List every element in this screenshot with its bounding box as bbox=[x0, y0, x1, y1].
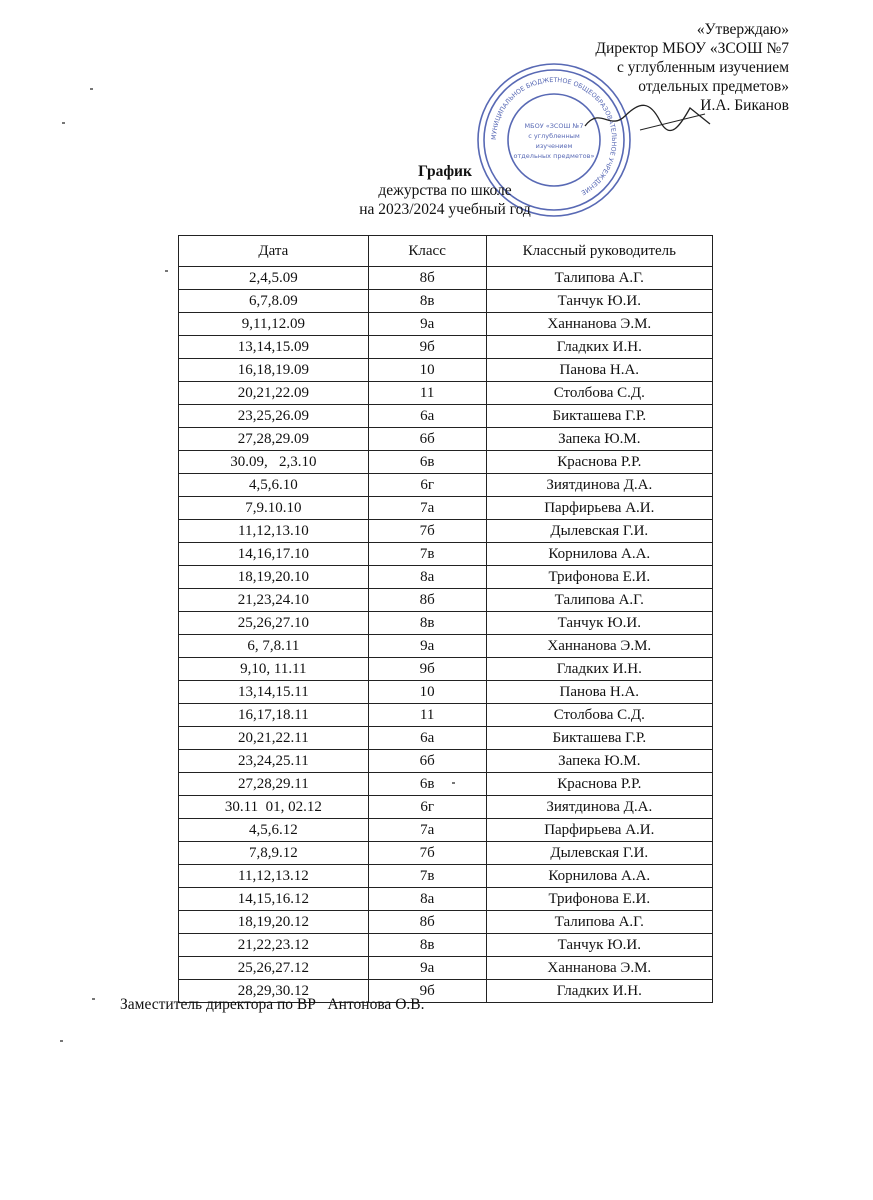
header-teacher: Классный руководитель bbox=[486, 236, 712, 267]
cell-date: 7,9.10.10 bbox=[179, 497, 369, 520]
table-row bbox=[179, 612, 713, 635]
cell-teacher: Гладких И.Н. bbox=[486, 658, 712, 681]
cell-teacher: Талипова А.Г. bbox=[486, 911, 712, 934]
scan-speck bbox=[92, 998, 95, 1000]
cell-class: 7а bbox=[368, 497, 486, 520]
cell-class: 7в bbox=[368, 543, 486, 566]
cell-teacher: Запека Ю.М. bbox=[486, 428, 712, 451]
cell-date: 16,17,18.11 bbox=[179, 704, 369, 727]
cell-date: 4,5,6.12 bbox=[179, 819, 369, 842]
director-name: И.А. Биканов bbox=[700, 97, 789, 114]
header-date: Дата bbox=[179, 236, 369, 267]
cell-class: 6б bbox=[368, 428, 486, 451]
cell-date: 9,11,12.09 bbox=[179, 313, 369, 336]
table-row bbox=[179, 681, 713, 704]
svg-text:отдельных предметов»: отдельных предметов» bbox=[513, 152, 595, 160]
table-row bbox=[179, 543, 713, 566]
scan-speck bbox=[452, 782, 455, 784]
svg-text:изучением: изучением bbox=[535, 142, 573, 150]
table-row bbox=[179, 865, 713, 888]
cell-date: 28,29,30.12 bbox=[179, 980, 369, 1003]
table-row bbox=[179, 658, 713, 681]
cell-teacher: Панова Н.А. bbox=[486, 681, 712, 704]
cell-date: 13,14,15.11 bbox=[179, 681, 369, 704]
cell-teacher: Краснова Р.Р. bbox=[486, 451, 712, 474]
cell-date: 23,24,25.11 bbox=[179, 750, 369, 773]
cell-class: 7б bbox=[368, 520, 486, 543]
cell-class: 9а bbox=[368, 313, 486, 336]
cell-class: 8а bbox=[368, 566, 486, 589]
table-row bbox=[179, 957, 713, 980]
cell-date: 21,23,24.10 bbox=[179, 589, 369, 612]
cell-teacher: Корнилова А.А. bbox=[486, 543, 712, 566]
approval-line: «Утверждаю» bbox=[696, 21, 789, 38]
cell-class: 6в bbox=[368, 451, 486, 474]
approval-line: отдельных предметов» bbox=[638, 78, 789, 95]
cell-teacher: Запека Ю.М. bbox=[486, 750, 712, 773]
table-row bbox=[179, 589, 713, 612]
cell-teacher: Дылевская Г.И. bbox=[486, 520, 712, 543]
cell-date: 14,16,17.10 bbox=[179, 543, 369, 566]
signatory bbox=[120, 996, 424, 1014]
cell-date: 4,5,6.10 bbox=[179, 474, 369, 497]
cell-teacher: Ханнанова Э.М. bbox=[486, 313, 712, 336]
cell-teacher: Танчук Ю.И. bbox=[486, 934, 712, 957]
cell-date: 20,21,22.11 bbox=[179, 727, 369, 750]
cell-class: 9б bbox=[368, 980, 486, 1003]
cell-class: 9б bbox=[368, 336, 486, 359]
cell-date: 14,15,16.12 bbox=[179, 888, 369, 911]
cell-teacher: Парфирьева А.И. bbox=[486, 497, 712, 520]
cell-class: 6г bbox=[368, 796, 486, 819]
cell-date: 23,25,26.09 bbox=[179, 405, 369, 428]
title-subtitle: дежурства по школе bbox=[378, 182, 512, 199]
cell-date: 7,8,9.12 bbox=[179, 842, 369, 865]
stamp-outer-text: МУНИЦИПАЛЬНОЕ БЮДЖЕТНОЕ ОБЩЕОБРАЗОВАТЕЛЬНОЕ УЧРЕЖДЕНИЕ bbox=[489, 75, 619, 197]
cell-date: 11,12,13.10 bbox=[179, 520, 369, 543]
cell-date: 20,21,22.09 bbox=[179, 382, 369, 405]
cell-class: 6а bbox=[368, 405, 486, 428]
cell-class: 11 bbox=[368, 382, 486, 405]
cell-teacher: Зиятдинова Д.А. bbox=[486, 796, 712, 819]
svg-text:с углубленным: с углубленным bbox=[528, 132, 580, 140]
signatory-role: Заместитель директора по ВР bbox=[120, 996, 316, 1013]
cell-class: 9а bbox=[368, 957, 486, 980]
table-row bbox=[179, 497, 713, 520]
cell-teacher: Талипова А.Г. bbox=[486, 589, 712, 612]
cell-class: 8б bbox=[368, 589, 486, 612]
cell-teacher: Зиятдинова Д.А. bbox=[486, 474, 712, 497]
cell-class: 6г bbox=[368, 474, 486, 497]
cell-date: 27,28,29.09 bbox=[179, 428, 369, 451]
scan-speck bbox=[62, 122, 65, 124]
table-row bbox=[179, 888, 713, 911]
table-row bbox=[179, 382, 713, 405]
cell-teacher: Бикташева Г.Р. bbox=[486, 405, 712, 428]
table-row bbox=[179, 474, 713, 497]
cell-date: 30.11 01, 02.12 bbox=[179, 796, 369, 819]
cell-class: 8б bbox=[368, 911, 486, 934]
table-row bbox=[179, 796, 713, 819]
table-header-row bbox=[179, 236, 713, 267]
cell-class: 7б bbox=[368, 842, 486, 865]
cell-date: 6,7,8.09 bbox=[179, 290, 369, 313]
table-row bbox=[179, 267, 713, 290]
header-class: Класс bbox=[368, 236, 486, 267]
cell-teacher: Танчук Ю.И. bbox=[486, 612, 712, 635]
cell-class: 8а bbox=[368, 888, 486, 911]
cell-class: 6в bbox=[368, 773, 486, 796]
cell-teacher: Гладких И.Н. bbox=[486, 980, 712, 1003]
table-row bbox=[179, 451, 713, 474]
cell-class: 8в bbox=[368, 934, 486, 957]
cell-teacher: Гладких И.Н. bbox=[486, 336, 712, 359]
table-row bbox=[179, 405, 713, 428]
cell-date: 13,14,15.09 bbox=[179, 336, 369, 359]
table-row bbox=[179, 635, 713, 658]
cell-class: 9б bbox=[368, 658, 486, 681]
cell-class: 8б bbox=[368, 267, 486, 290]
cell-date: 11,12,13.12 bbox=[179, 865, 369, 888]
duty-schedule-table bbox=[178, 235, 713, 1003]
cell-teacher: Бикташева Г.Р. bbox=[486, 727, 712, 750]
title-year: на 2023/2024 учебный год bbox=[359, 201, 531, 218]
document-title bbox=[330, 162, 560, 219]
cell-date: 9,10, 11.11 bbox=[179, 658, 369, 681]
cell-date: 25,26,27.12 bbox=[179, 957, 369, 980]
table-row bbox=[179, 428, 713, 451]
approval-line: с углубленным изучением bbox=[617, 59, 789, 76]
cell-teacher: Панова Н.А. bbox=[486, 359, 712, 382]
table-row bbox=[179, 313, 713, 336]
cell-teacher: Трифонова Е.И. bbox=[486, 888, 712, 911]
cell-date: 18,19,20.12 bbox=[179, 911, 369, 934]
cell-teacher: Танчук Ю.И. bbox=[486, 290, 712, 313]
table-row bbox=[179, 934, 713, 957]
table-row bbox=[179, 704, 713, 727]
cell-date: 6, 7,8.11 bbox=[179, 635, 369, 658]
table-row bbox=[179, 290, 713, 313]
cell-class: 11 bbox=[368, 704, 486, 727]
table-row bbox=[179, 359, 713, 382]
cell-teacher: Корнилова А.А. bbox=[486, 865, 712, 888]
cell-class: 9а bbox=[368, 635, 486, 658]
cell-date: 27,28,29.11 bbox=[179, 773, 369, 796]
cell-class: 7а bbox=[368, 819, 486, 842]
scan-speck bbox=[165, 270, 168, 272]
cell-class: 8в bbox=[368, 290, 486, 313]
cell-teacher: Ханнанова Э.М. bbox=[486, 635, 712, 658]
cell-date: 30.09, 2,3.10 bbox=[179, 451, 369, 474]
svg-text:МБОУ «ЗСОШ №7: МБОУ «ЗСОШ №7 bbox=[524, 122, 584, 130]
cell-date: 16,18,19.09 bbox=[179, 359, 369, 382]
cell-class: 7в bbox=[368, 865, 486, 888]
table-row bbox=[179, 566, 713, 589]
approval-line: Директор МБОУ «ЗСОШ №7 bbox=[595, 40, 789, 57]
cell-teacher: Дылевская Г.И. bbox=[486, 842, 712, 865]
cell-class: 10 bbox=[368, 359, 486, 382]
table-row bbox=[179, 520, 713, 543]
title-main: График bbox=[418, 163, 472, 180]
table-row bbox=[179, 911, 713, 934]
cell-class: 6б bbox=[368, 750, 486, 773]
table-row bbox=[179, 727, 713, 750]
cell-teacher: Краснова Р.Р. bbox=[486, 773, 712, 796]
cell-teacher: Парфирьева А.И. bbox=[486, 819, 712, 842]
cell-date: 21,22,23.12 bbox=[179, 934, 369, 957]
scan-speck bbox=[90, 88, 93, 90]
table-row bbox=[179, 773, 713, 796]
cell-date: 25,26,27.10 bbox=[179, 612, 369, 635]
cell-teacher: Трифонова Е.И. bbox=[486, 566, 712, 589]
signature-icon bbox=[580, 96, 720, 136]
signatory-name: Антонова О.В. bbox=[327, 996, 425, 1013]
cell-class: 6а bbox=[368, 727, 486, 750]
cell-teacher: Столбова С.Д. bbox=[486, 382, 712, 405]
cell-class: 8в bbox=[368, 612, 486, 635]
cell-teacher: Талипова А.Г. bbox=[486, 267, 712, 290]
table-row bbox=[179, 842, 713, 865]
cell-teacher: Столбова С.Д. bbox=[486, 704, 712, 727]
cell-teacher: Ханнанова Э.М. bbox=[486, 957, 712, 980]
table-row bbox=[179, 336, 713, 359]
scan-speck bbox=[60, 1040, 63, 1042]
cell-date: 18,19,20.10 bbox=[179, 566, 369, 589]
table-row bbox=[179, 750, 713, 773]
cell-class: 10 bbox=[368, 681, 486, 704]
cell-date: 2,4,5.09 bbox=[179, 267, 369, 290]
table-row bbox=[179, 819, 713, 842]
